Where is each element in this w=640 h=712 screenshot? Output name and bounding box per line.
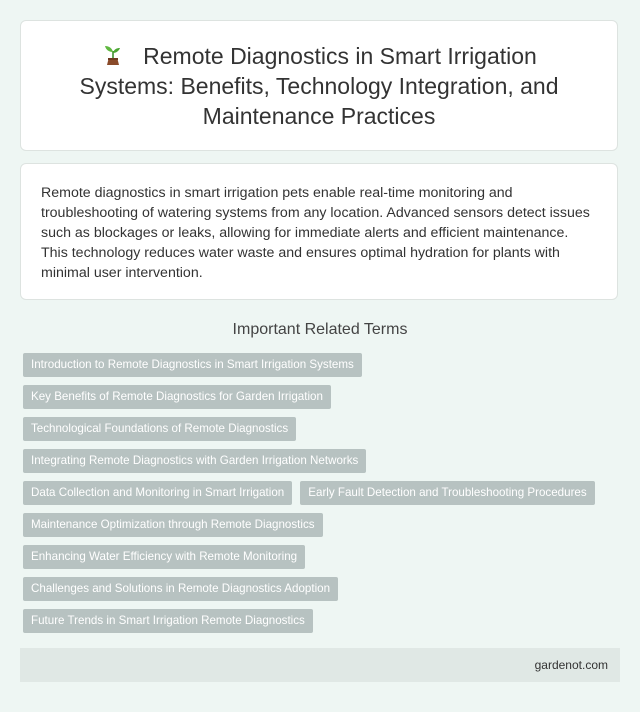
related-term-tag[interactable]: Technological Foundations of Remote Diagnostics (23, 417, 296, 441)
tag-row (23, 417, 623, 441)
related-terms-list (23, 353, 623, 641)
related-term-tag[interactable]: Introduction to Remote Diagnostics in Smart Irrigation Systems (23, 353, 362, 377)
title-card (20, 20, 618, 151)
related-term-tag[interactable]: Data Collection and Monitoring in Smart Irrigation (23, 481, 292, 505)
tag-row (23, 449, 623, 473)
tag-row (23, 385, 623, 409)
tag-row (23, 609, 623, 633)
tag-row (23, 545, 623, 569)
tag-row (23, 513, 623, 537)
page-title (51, 41, 587, 131)
related-term-tag[interactable]: Enhancing Water Efficiency with Remote Monitoring (23, 545, 305, 569)
summary-text: Remote diagnostics in smart irrigation pets enable real-time monitoring and troubleshooting of watering systems from any location. Advanced sensors detect issues such as blockages or leaks, allowing for immediate alerts and efficient maintenance. This technology reduces water waste and ensures optimal hydration for plants with minimal user intervention. (41, 185, 590, 281)
related-terms-heading: Important Related Terms (232, 321, 408, 338)
related-term-tag[interactable]: Maintenance Optimization through Remote Diagnostics (23, 513, 323, 537)
footer (20, 648, 620, 682)
tag-row (23, 577, 623, 601)
summary-card (20, 163, 618, 300)
related-term-tag[interactable]: Key Benefits of Remote Diagnostics for Garden Irrigation (23, 385, 331, 409)
site-link[interactable]: gardenot.com (534, 658, 608, 672)
related-term-tag[interactable]: Integrating Remote Diagnostics with Garden Irrigation Networks (23, 449, 366, 473)
related-term-tag[interactable]: Early Fault Detection and Troubleshooting Procedures (300, 481, 594, 505)
related-term-tag[interactable]: Challenges and Solutions in Remote Diagnostics Adoption (23, 577, 338, 601)
tag-row (23, 353, 623, 377)
related-term-tag[interactable]: Future Trends in Smart Irrigation Remote Diagnostics (23, 609, 313, 633)
page-title-text: Remote Diagnostics in Smart Irrigation Systems: Benefits, Technology Integration, and Maintenance Practices (79, 42, 559, 129)
tag-row (23, 481, 623, 505)
seedling-icon (101, 43, 125, 67)
